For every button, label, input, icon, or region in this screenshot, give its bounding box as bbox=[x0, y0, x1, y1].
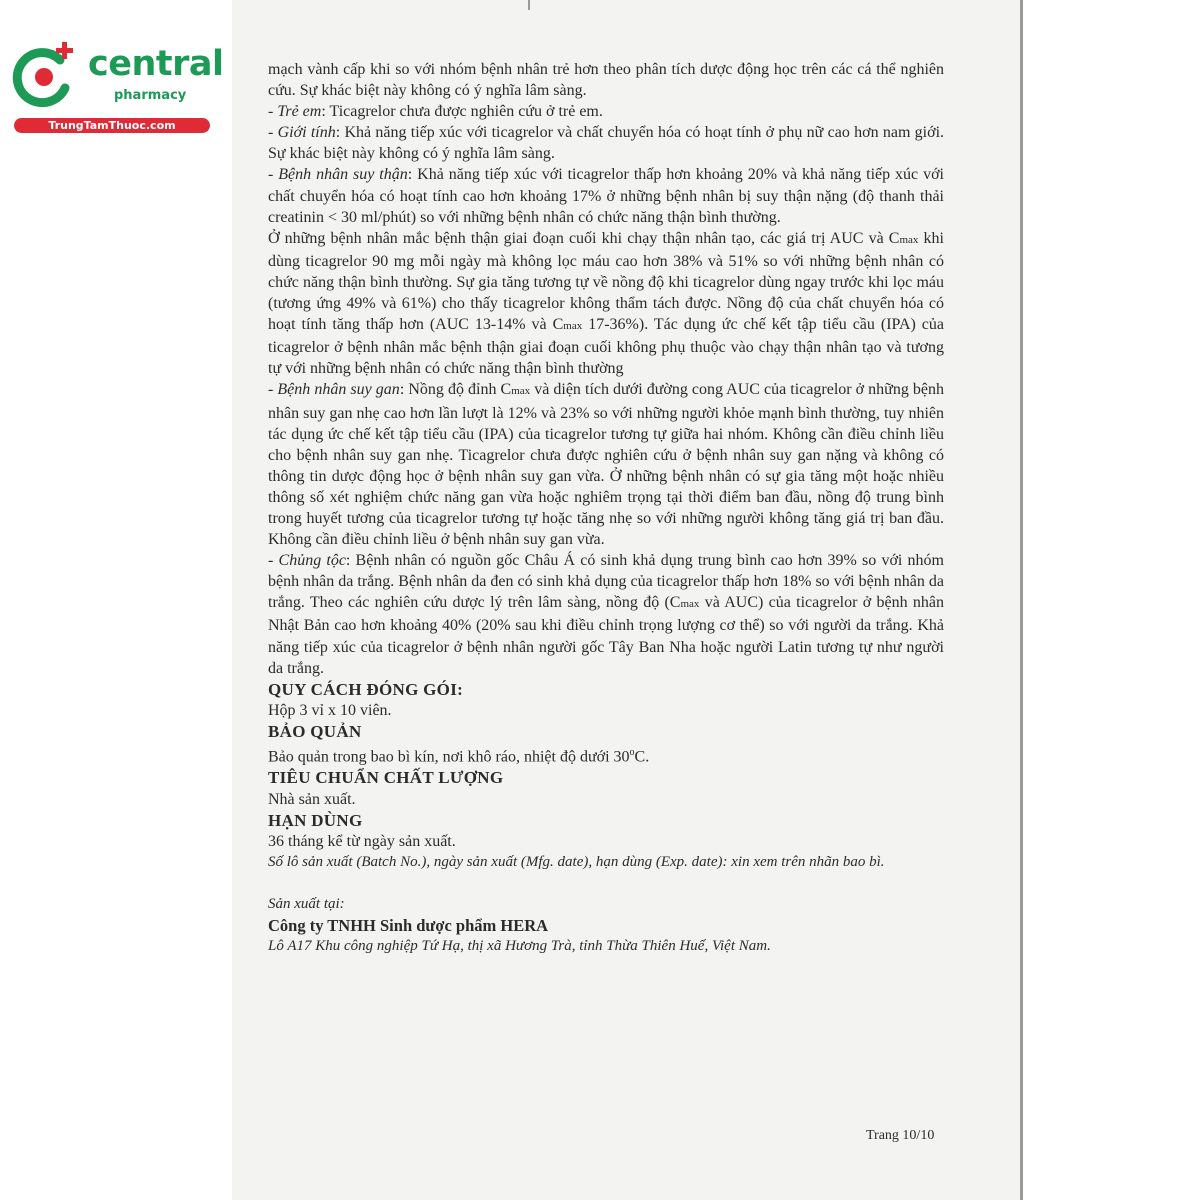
storage-text-b: C. bbox=[634, 748, 650, 766]
fold-mark bbox=[528, 0, 530, 10]
dialysis-text-b: khi dùng ticagrelor 90 mg mỗi ngày mà không lọc máu cao hơn 38% và 51% so với những bệnh nhân có chức năng thận bình thường. Sự gia tăng tương tự về nồng độ khi ticagrelor dùng ngay trước khi lọc máu (tương ứng 49% và 61%) cho thấy ticagrelor không thẩm tách được. Nồng độ của chất chuyển hóa có hoạt tính tăng thấp hơn (AUC 13-14% và C bbox=[268, 229, 944, 334]
paragraph-gender bbox=[268, 122, 944, 164]
heading-storage: BẢO QUẢN bbox=[268, 721, 362, 741]
heading-packaging: QUY CÁCH ĐÓNG GÓI: bbox=[268, 679, 464, 699]
dialysis-text-c: 17-36%). Tác dụng ức chế kết tập tiểu cầu (IPA) của ticagrelor ở bệnh nhân mắc bệnh thận giai đoạn cuối không phụ thuộc vào chạy thận nhân tạo và tương tự với những bệnh nhân có chức năng thận bình thường bbox=[268, 316, 944, 378]
label-gender: Giới tính bbox=[277, 124, 336, 142]
paragraph-ethnicity bbox=[268, 550, 944, 679]
subscript-max: max bbox=[899, 233, 919, 246]
quality-text: Nhà sản xuất. bbox=[268, 790, 356, 808]
dash: - bbox=[268, 103, 278, 121]
dialysis-text-a: Ở những bệnh nhân mắc bệnh thận giai đoạn cuối khi chạy thận nhân tạo, các giá trị AUC và C bbox=[268, 229, 900, 247]
subscript-max: max bbox=[511, 385, 531, 398]
dash: - bbox=[268, 552, 279, 570]
degree-sign: o bbox=[629, 747, 635, 758]
made-at-label: Sản xuất tại: bbox=[268, 895, 345, 912]
paragraph-dialysis bbox=[268, 228, 944, 380]
expiry-note: Số lô sản xuất (Batch No.), ngày sản xuất (Mfg. date), hạn dùng (Exp. date): xin xem trên nhãn bao bì. bbox=[268, 853, 885, 870]
ethnicity-text-b: và AUC) của ticagrelor ở bệnh nhân Nhật Bản cao hơn khoảng 40% (20% sau khi điều chỉnh trọng lượng cơ thể) so với người da trắng. Khả năng tiếp xúc của ticagrelor ở bệnh nhân người gốc Tây Ban Nha hoặc người Latin tương tự như người da trắng. bbox=[268, 594, 944, 677]
gender-text: : Khả năng tiếp xúc với ticagrelor và chất chuyển hóa có hoạt tính ở phụ nữ cao hơn nam giới. Sự khác biệt này không có ý nghĩa lâm sàng. bbox=[268, 124, 945, 163]
dash: - bbox=[268, 124, 278, 142]
central-pharmacy-logo[interactable] bbox=[10, 40, 224, 140]
heading-expiry: HẠN DÙNG bbox=[268, 810, 363, 830]
pharmacy-logo-icon bbox=[10, 40, 80, 110]
subscript-max: max bbox=[563, 320, 583, 333]
logo-website[interactable]: TrungTamThuoc.com bbox=[14, 118, 210, 133]
manufacturer-name: Công ty TNHH Sinh dược phẩm HERA bbox=[268, 915, 549, 935]
paragraph-hepatic bbox=[268, 379, 944, 550]
sheet-edge bbox=[1020, 0, 1023, 1200]
hepatic-text-a: : Nồng độ đỉnh C bbox=[399, 381, 512, 399]
expiry-text: 36 tháng kể từ ngày sản xuất. bbox=[268, 832, 456, 850]
children-text: : Ticagrelor chưa được nghiên cứu ở trẻ em. bbox=[321, 103, 603, 121]
hepatic-text-b: và diện tích dưới đường cong AUC của ticagrelor ở những bệnh nhân suy gan nhẹ cao hơn lần lượt là 12% và 23% so với những người khỏe mạnh bình thường, tuy nhiên tác dụng ức chế kết tập tiểu cầu (IPA) của ticagrelor tương tự giữa hai nhóm. Không cần điều chỉnh liều cho bệnh nhân suy gan nhẹ. Ticagrelor chưa được nghiên cứu ở bệnh nhân suy gan nặng và không có thông tin dược động học ở bệnh nhân suy gan vừa. Ở những bệnh nhân có sự gia tăng một hoặc nhiều thông số xét nghiệm chức năng gan vừa hoặc nghiêm trọng tại thời điểm ban đầu, nồng độ trung bình trong huyết tương của ticagrelor tương tự hoặc tăng nhẹ so với những người không tăng giá trị ban đầu. Không cần điều chỉnh liều ở bệnh nhân suy gan vừa. bbox=[268, 381, 945, 549]
storage-text bbox=[268, 742, 944, 767]
heading-quality: TIÊU CHUẨN CHẤT LƯỢNG bbox=[268, 768, 504, 788]
dash: - bbox=[268, 166, 279, 184]
label-ethnicity: Chủng tộc bbox=[278, 552, 346, 570]
logo-brand-name: central bbox=[88, 44, 224, 84]
dash: - bbox=[268, 381, 278, 399]
storage-text-a: Bảo quản trong bao bì kín, nơi khô ráo, nhiệt độ dưới 30 bbox=[268, 748, 630, 766]
label-hepatic: Bệnh nhân suy gan bbox=[277, 381, 400, 399]
page-number: Trang 10/10 bbox=[866, 1128, 935, 1143]
ethnicity-text-a: : Bệnh nhân có nguồn gốc Châu Á có sinh khả dụng trung bình cao hơn 39% so với nhóm bệnh nhân da trắng. Bệnh nhân da đen có sinh khả dụng của ticagrelor thấp hơn 18% so với bệnh nhân da trắng. Theo các nghiên cứu dược lý trên lâm sàng, nồng độ (C bbox=[268, 552, 944, 612]
label-children: Trẻ em bbox=[277, 103, 322, 121]
document-body bbox=[268, 59, 944, 957]
subscript-max: max bbox=[680, 598, 700, 611]
spacer bbox=[268, 873, 944, 894]
label-renal: Bệnh nhân suy thận bbox=[278, 166, 408, 184]
paragraph-age-text: mạch vành cấp khi so với nhóm bệnh nhân trẻ hơn theo phân tích dược động học trên các cá thể nghiên cứu. Sự khác biệt này không có ý nghĩa lâm sàng. bbox=[268, 61, 944, 100]
packaging-text: Hộp 3 vỉ x 10 viên. bbox=[268, 701, 392, 719]
renal-text: : Khả năng tiếp xúc với ticagrelor thấp hơn khoảng 20% và khả năng tiếp xúc với chất chuyển hóa có hoạt tính cao hơn khoảng 17% ở những bệnh nhân bị suy thận nặng (độ thanh thải creatinin < 30 ml/phút) so với những bệnh nhân có chức năng thận bình thường. bbox=[268, 166, 945, 226]
paragraph-renal bbox=[268, 164, 944, 227]
paragraph-children bbox=[268, 101, 944, 122]
logo-subtitle: pharmacy bbox=[114, 88, 187, 103]
manufacturer-address: Lô A17 Khu công nghiệp Tứ Hạ, thị xã Hương Trà, tỉnh Thừa Thiên Huế, Việt Nam. bbox=[268, 938, 771, 955]
paragraph-age bbox=[268, 59, 944, 101]
